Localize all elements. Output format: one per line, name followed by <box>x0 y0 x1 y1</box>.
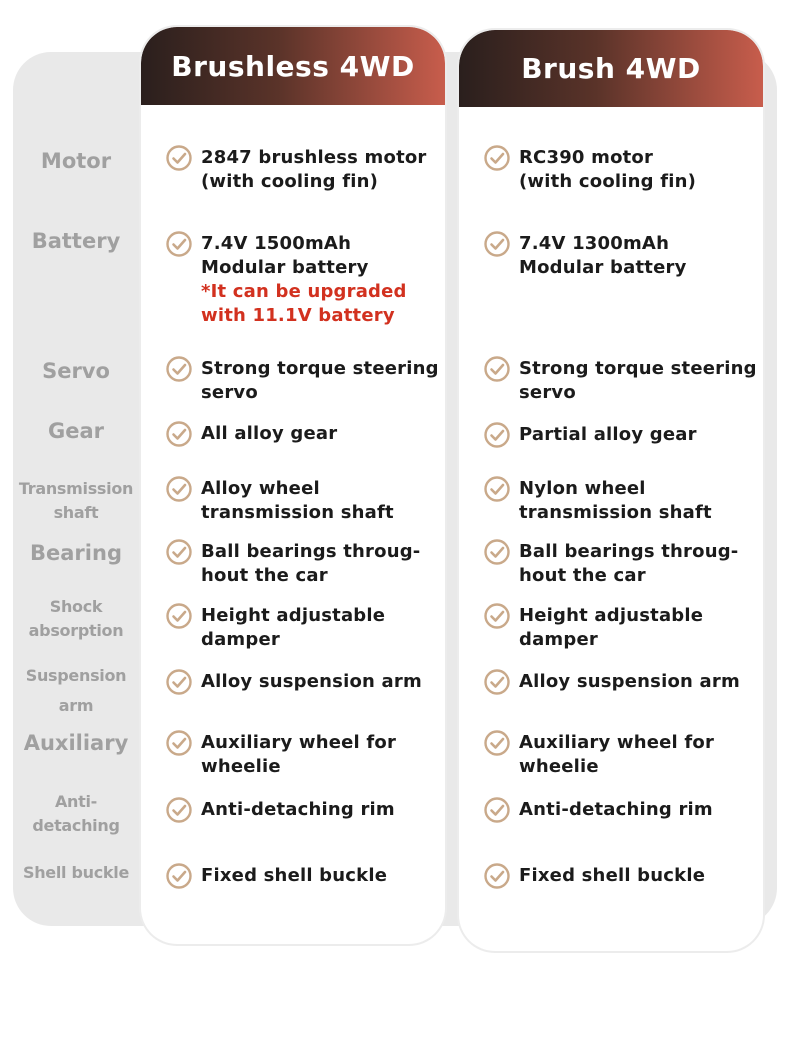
brush-anti-detaching-cell: Anti-detaching rim <box>484 798 764 823</box>
brush-servo-cell: Strong torque steering servo <box>484 357 764 405</box>
check-circle-icon <box>484 730 510 756</box>
brush-column-header: Brush 4WD <box>459 30 763 107</box>
brushless-servo-cell: Strong torque steering servo <box>166 357 446 405</box>
row-label-battery: Battery <box>31 229 121 253</box>
brushless-column-header: Brushless 4WD <box>141 27 445 105</box>
check-circle-icon <box>166 669 192 695</box>
check-circle-icon <box>166 421 192 447</box>
brush-suspension-cell: Alloy suspension arm <box>484 670 764 695</box>
check-circle-icon <box>484 356 510 382</box>
brushless-motor-cell: 2847 brushless motor (with cooling fin) <box>166 146 446 194</box>
row-label-bearing: Bearing <box>30 541 122 565</box>
row-label-shock-absorption: Shock absorption <box>28 597 124 640</box>
battery-upgrade-note-line2: with 11.1V battery <box>201 305 395 326</box>
brushless-battery-cell: 7.4V 1500mAh Modular battery *It can be upgraded with 11.1V battery <box>166 232 446 328</box>
check-circle-icon <box>484 231 510 257</box>
brushless-anti-detaching-cell: Anti-detaching rim <box>166 798 446 823</box>
check-circle-icon <box>166 863 192 889</box>
check-circle-icon <box>166 603 192 629</box>
check-circle-icon <box>166 231 192 257</box>
brushless-shock-cell: Height adjustable damper <box>166 604 446 652</box>
check-circle-icon <box>166 145 192 171</box>
brushless-auxiliary-cell: Auxiliary wheel for wheelie <box>166 731 446 779</box>
row-label-motor: Motor <box>40 149 112 173</box>
row-label-auxiliary: Auxiliary <box>23 731 129 755</box>
brush-motor-cell: RC390 motor (with cooling fin) <box>484 146 764 194</box>
row-label-transmission-shaft: Transmission shaft <box>18 479 134 522</box>
check-circle-icon <box>484 863 510 889</box>
check-circle-icon <box>484 797 510 823</box>
brush-auxiliary-cell: Auxiliary wheel for wheelie <box>484 731 764 779</box>
check-circle-icon <box>166 539 192 565</box>
brush-battery-cell: 7.4V 1300mAh Modular battery <box>484 232 764 280</box>
check-circle-icon <box>484 669 510 695</box>
row-label-anti-detaching: Anti- detaching <box>32 792 120 835</box>
check-circle-icon <box>484 603 510 629</box>
row-label-gear: Gear <box>47 419 104 443</box>
brush-transmission-cell: Nylon wheel transmission shaft <box>484 477 764 525</box>
check-circle-icon <box>166 797 192 823</box>
brushless-transmission-cell: Alloy wheel transmission shaft <box>166 477 446 525</box>
check-circle-icon <box>166 476 192 502</box>
brushless-shell-cell: Fixed shell buckle <box>166 864 446 889</box>
row-label-suspension-arm: Suspension arm <box>25 666 127 715</box>
check-circle-icon <box>166 730 192 756</box>
battery-upgrade-note: *It can be upgraded <box>201 281 407 302</box>
row-label-servo: Servo <box>42 359 110 383</box>
brush-shock-cell: Height adjustable damper <box>484 604 764 652</box>
check-circle-icon <box>484 145 510 171</box>
row-label-shell-buckle: Shell buckle <box>22 863 129 882</box>
brush-shell-cell: Fixed shell buckle <box>484 864 764 889</box>
brushless-suspension-cell: Alloy suspension arm <box>166 670 446 695</box>
check-circle-icon <box>484 422 510 448</box>
brushless-bearing-cell: Ball bearings throug- hout the car <box>166 540 446 588</box>
brush-gear-cell: Partial alloy gear <box>484 423 764 448</box>
brushless-gear-cell: All alloy gear <box>166 422 446 447</box>
brush-bearing-cell: Ball bearings throug- hout the car <box>484 540 764 588</box>
check-circle-icon <box>166 356 192 382</box>
check-circle-icon <box>484 476 510 502</box>
check-circle-icon <box>484 539 510 565</box>
